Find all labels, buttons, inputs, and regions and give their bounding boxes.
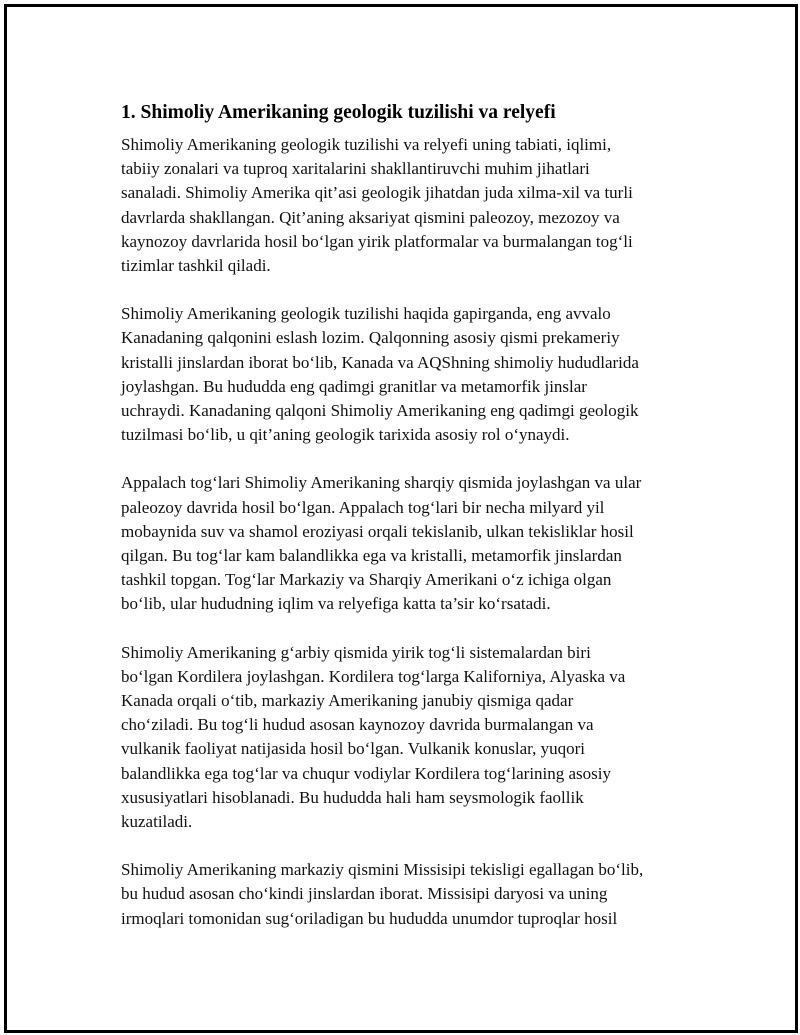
paragraph-line: tuzilmasi bo‘lib, u qit’aning geologik tarixida asosiy rol o‘ynaydi. [121, 425, 570, 445]
paragraph [121, 302, 701, 447]
paragraph-line: kristalli jinslardan iborat bo‘lib, Kanada va AQShning shimoliy hududlarida [121, 352, 639, 372]
paragraph-line: bu hudud asosan cho‘kindi jinslardan iborat. Missisipi daryosi va uning [121, 884, 608, 904]
page-frame [4, 4, 798, 1033]
document-title: 1. Shimoliy Amerikaning geologik tuzilishi va relyefi [121, 102, 556, 123]
paragraph [121, 471, 701, 616]
paragraph-line: bo‘lib, ular hududning iqlim va relyefiga katta ta’sir ko‘rsatadi. [121, 594, 551, 614]
paragraph [121, 133, 701, 278]
paragraph-line: Kanada orqali o‘tib, markaziy Amerikaning janubiy qismiga qadar [121, 691, 574, 711]
paragraph-line: tashkil topgan. Tog‘lar Markaziy va Sharqiy Amerikani o‘z ichiga olgan [121, 570, 612, 590]
paragraph-line: vulkanik faoliyat natijasida hosil bo‘lgan. Vulkanik konuslar, yuqori [121, 739, 585, 759]
paragraph-line: tizimlar tashkil qiladi. [121, 256, 271, 276]
paragraph-line: Appalach tog‘lari Shimoliy Amerikaning sharqiy qismida joylashgan va ular [121, 473, 642, 493]
paragraph-line: tabiiy zonalari va tuproq xaritalarini shakllantiruvchi muhim jihatlari [121, 159, 590, 179]
document-body [121, 133, 701, 931]
paragraph-line: irmoqlari tomonidan sug‘oriladigan bu hududda unumdor tuproqlar hosil [121, 908, 618, 928]
paragraph-line: paleozoy davrida hosil bo‘lgan. Appalach tog‘lari bir necha milyard yil [121, 497, 605, 517]
paragraph-line: bo‘lgan Kordilera joylashgan. Kordilera tog‘larga Kaliforniya, Alyaska va [121, 666, 626, 686]
paragraph-line: uchraydi. Kanadaning qalqoni Shimoliy Amerikaning eng qadimgi geologik [121, 401, 639, 421]
paragraph-line: Shimoliy Amerikaning geologik tuzilishi haqida gapirganda, eng avvalo [121, 304, 611, 324]
paragraph-line: joylashgan. Bu hududda eng qadimgi granitlar va metamorfik jinslar [121, 376, 587, 396]
paragraph-line: Shimoliy Amerikaning geologik tuzilishi va relyefi uning tabiati, iqlimi, [121, 135, 612, 154]
paragraph-line: cho‘ziladi. Bu tog‘li hudud asosan kaynozoy davrida burmalangan va [121, 715, 594, 735]
paragraph-line: Shimoliy Amerikaning g‘arbiy qismida yirik tog‘li sistemalardan biri [121, 642, 591, 662]
page-content [121, 99, 701, 955]
paragraph-line: sanaladi. Shimoliy Amerika qit’asi geologik jihatdan juda xilma-xil va turli [121, 183, 633, 203]
paragraph [121, 641, 701, 835]
paragraph-line: kuzatiladi. [121, 812, 193, 832]
paragraph-line: Shimoliy Amerikaning markaziy qismini Missisipi tekisligi egallagan bo‘lib, [121, 860, 644, 880]
paragraph-line: mobaynida suv va shamol eroziyasi orqali tekislanib, ulkan tekisliklar hosil [121, 521, 634, 541]
paragraph-line: qilgan. Bu tog‘lar kam balandlikka ega va kristalli, metamorfik jinslardan [121, 546, 622, 566]
paragraph-line: davrlarda shakllangan. Qit’aning aksariyat qismini paleozoy, mezozoy va [121, 207, 620, 227]
paragraph-line: xususiyatlari hisoblanadi. Bu hududda hali ham seysmologik faollik [121, 787, 584, 807]
paragraph-line: kaynozoy davrlarida hosil bo‘lgan yirik platformalar va burmalangan tog‘li [121, 231, 633, 251]
paragraph-line: Kanadaning qalqonini eslash lozim. Qalqonning asosiy qismi prekameriy [121, 328, 620, 348]
paragraph-line: balandlikka ega tog‘lar va chuqur vodiylar Kordilera tog‘larining asosiy [121, 763, 612, 783]
paragraph [121, 858, 701, 931]
